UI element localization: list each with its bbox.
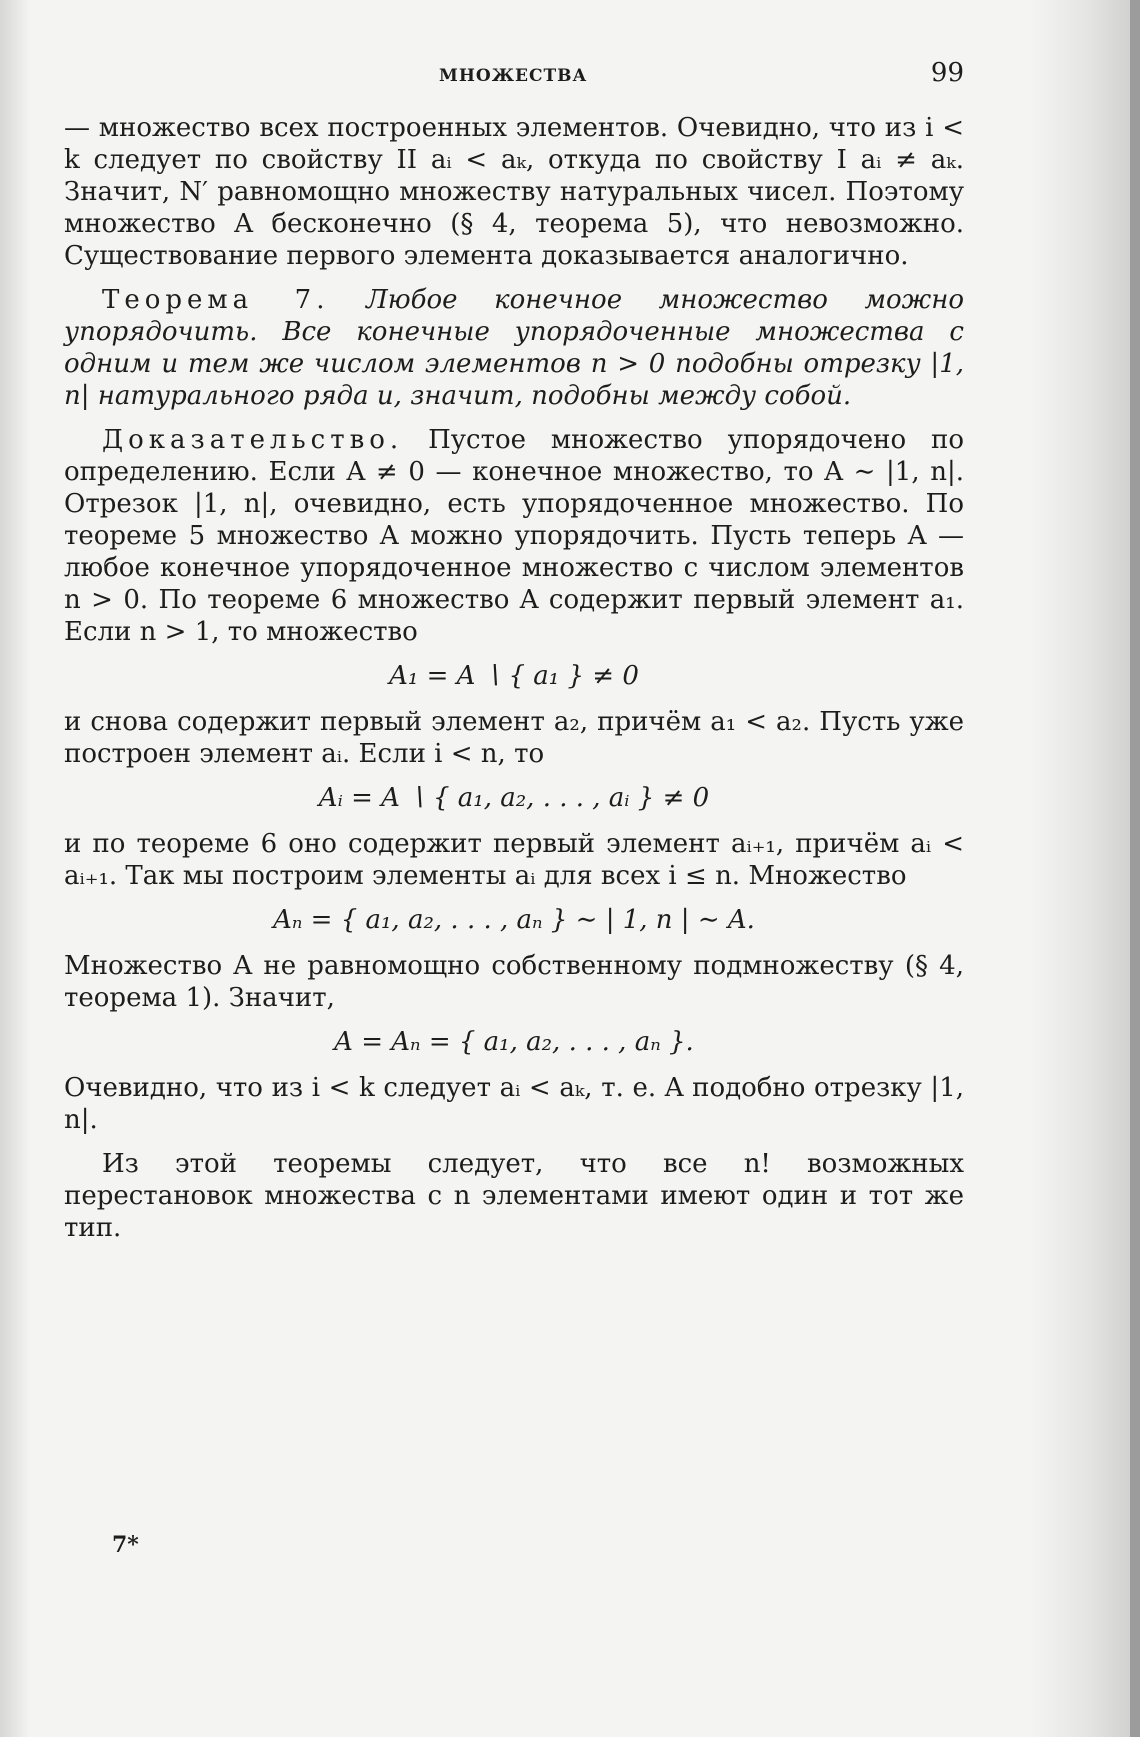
page-edge-shadow-left [0,0,30,1737]
paragraph-next-element: и снова содержит первый элемент a₂, причём a₁ < a₂. Пусть уже построен элемент aᵢ. Если i < n, то [64,707,964,769]
proof-text: Пустое множество упорядочено по определению. Если A ≠ 0 — конечное множество, то A ∼ |1, n|. Отрезок |1, n|, очевидно, есть упорядоченное множество. По теореме 5 множество A можно упорядочить. Пусть теперь A — любое конечное упорядоченное множество с числом элементов n > 0. По теореме 6 множество A содержит первый элемент a₁. Если n > 1, то множество [64,425,965,647]
paragraph-induction: и по теореме 6 оно содержит первый элемент aᵢ₊₁, причём aᵢ < aᵢ₊₁. Так мы построим элементы aᵢ для всех i ≤ n. Множество [64,829,964,891]
theorem-paragraph [64,284,964,412]
proof-label: Доказательство. [102,425,404,455]
formula-an: Aₙ = { a₁, a₂, . . . , aₙ } ∼ | 1, n | ∼ A. [273,905,755,935]
paragraph-conclusion: Очевидно, что из i < k следует aᵢ < aₖ, т. е. A подобно отрезку |1, n|. [64,1073,964,1135]
theorem-statement: Любое конечное множество можно упорядочить. Все конечные упорядоченные множества с одним и тем же числом элементов n > 0 подобны отрезку |1, n| натурального ряда и, значит, подобны между собой. [64,285,964,411]
running-title: МНОЖЕСТВА [439,66,588,86]
formula-a-equals-an: A = Aₙ = { a₁, a₂, . . . , aₙ }. [334,1027,694,1057]
paragraph-continuation: — множество всех построенных элементов. Очевидно, что из i < k следует по свойству II aᵢ < aₖ, откуда по свойству I aᵢ ≠ aₖ. Значит, N′ равномощно множеству натуральных чисел. Поэтому множество A бесконечно (§ 4, теорема 5), что невозможно. Существование первого элемента доказывается аналогично. [64,113,964,271]
theorem-label: Теорема 7. [102,285,330,315]
page-body [64,112,964,1244]
paragraph-not-equipotent: Множество A не равномощно собственному подмножеству (§ 4, теорема 1). Значит, [64,951,964,1013]
page-header [64,58,964,98]
page-edge-shadow-right [1030,0,1140,1737]
paragraph-permutations: Из этой теоремы следует, что все n! возможных перестановок множества с n элементами имеют один и тот же тип. [64,1149,964,1243]
signature-mark: 7* [112,1532,139,1558]
formula-ai: Aᵢ = A ∖ { a₁, a₂, . . . , aᵢ } ≠ 0 [318,783,710,813]
page-number: 99 [930,58,964,88]
formula-a1: A₁ = A ∖ { a₁ } ≠ 0 [389,661,639,691]
proof-paragraph [64,424,964,648]
